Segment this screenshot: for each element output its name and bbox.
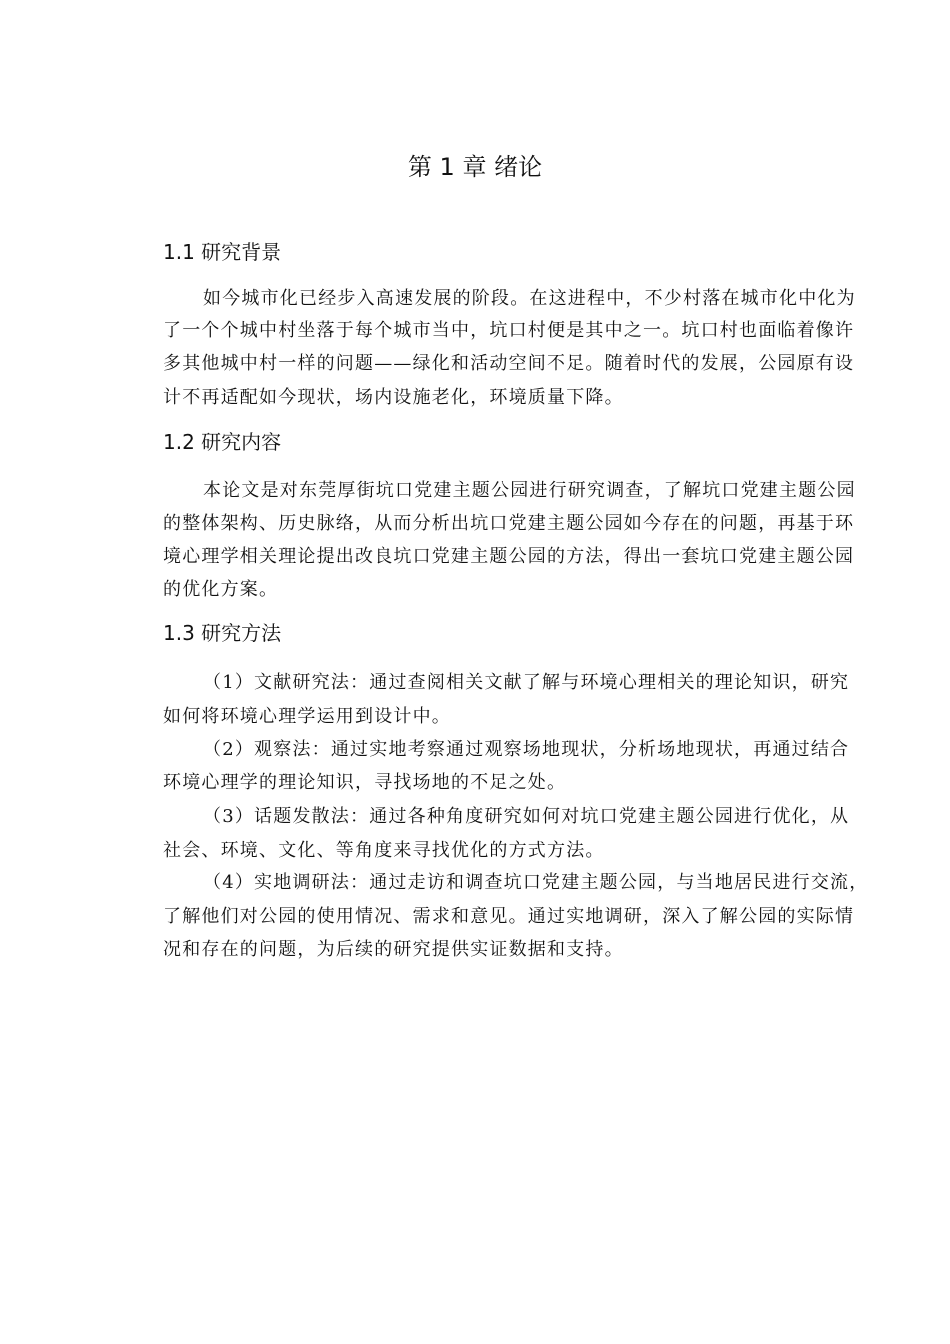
method-line: （1）文献研究法：通过查阅相关文献了解与环境心理相关的理论知识，研究 [203,672,850,693]
method-line: （3）话题发散法：通过各种角度研究如何对坑口党建主题公园进行优化，从 [203,806,850,827]
paragraph-line: 的优化方案。 [163,579,279,600]
section-heading-1-2: 1.2 研究内容 [163,430,282,454]
method-line: （4）实地调研法：通过走访和调查坑口党建主题公园，与当地居民进行交流， [203,872,869,893]
paragraph-line: 的整体架构、历史脉络，从而分析出坑口党建主题公园如今存在的问题，再基于环 [163,513,855,534]
paragraph-line: 境心理学相关理论提出改良坑口党建主题公园的方法，得出一套坑口党建主题公园 [163,546,855,567]
method-line: 了解他们对公园的使用情况、需求和意见。通过实地调研，深入了解公园的实际情 [163,906,855,927]
paragraph-line: 多其他城中村一样的问题——绿化和活动空间不足。随着时代的发展，公园原有设 [163,353,855,374]
method-line: 社会、环境、文化、等角度来寻找优化的方式方法。 [163,840,605,861]
section-heading-1-1: 1.1 研究背景 [163,240,282,264]
method-line: （2）观察法：通过实地考察通过观察场地现状，分析场地现状，再通过结合 [203,739,850,760]
paragraph-line: 了一个个城中村坐落于每个城市当中，坑口村便是其中之一。坑口村也面临着像许 [163,320,855,341]
paragraph-line: 计不再适配如今现状，场内设施老化，环境质量下降。 [163,387,624,408]
paragraph-line: 本论文是对东莞厚街坑口党建主题公园进行研究调查，了解坑口党建主题公园 [203,480,856,501]
method-line: 如何将环境心理学运用到设计中。 [163,706,451,727]
method-line: 况和存在的问题，为后续的研究提供实证数据和支持。 [163,939,624,960]
method-line: 环境心理学的理论知识，寻找场地的不足之处。 [163,772,567,793]
chapter-title: 第 1 章 绪论 [407,153,543,181]
section-heading-1-3: 1.3 研究方法 [163,621,282,645]
paragraph-line: 如今城市化已经步入高速发展的阶段。在这进程中，不少村落在城市化中化为 [203,288,856,309]
